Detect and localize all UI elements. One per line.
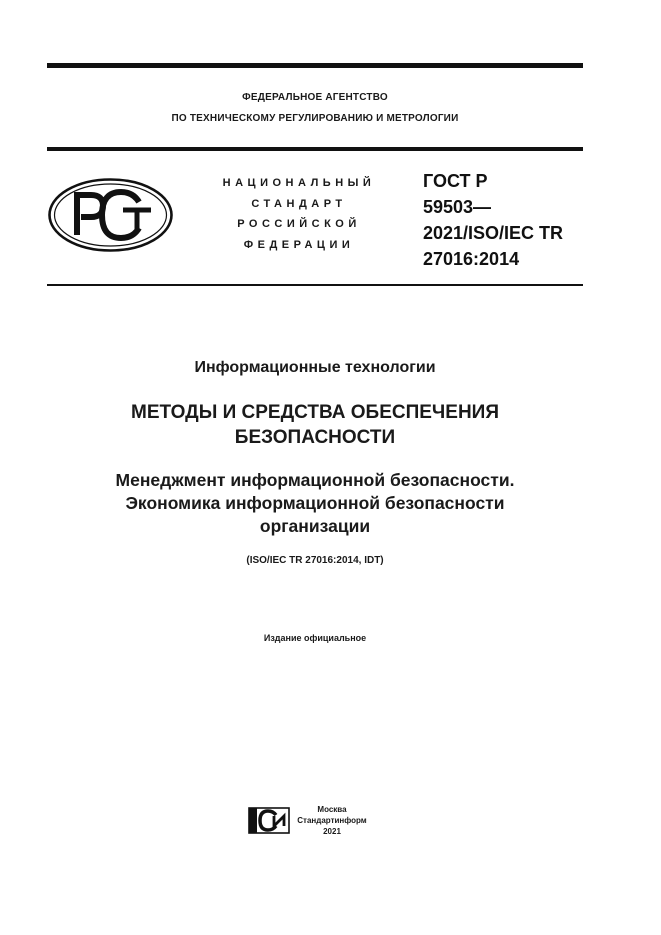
standard-type-block	[190, 173, 408, 255]
standard-designation	[423, 168, 593, 272]
standard-type-line-4: ФЕДЕРАЦИИ	[243, 238, 355, 251]
edition-label: Издание официальное	[263, 633, 367, 643]
standard-type-line-2: СТАНДАРТ	[251, 197, 347, 210]
publisher-name: Стандартинформ	[297, 816, 367, 825]
document-detail-title	[60, 469, 570, 538]
designation-line-4: 27016:2014	[423, 249, 520, 269]
document-subtitle	[60, 400, 570, 450]
agency-line-2: ПО ТЕХНИЧЕСКОМУ РЕГУЛИРОВАНИЮ И МЕТРОЛОГИИ	[171, 113, 459, 124]
subtitle-line-1: МЕТОДЫ И СРЕДСТВА ОБЕСПЕЧЕНИЯ	[131, 402, 499, 423]
detail-line-3: организации	[259, 516, 371, 536]
designation-line-3: 2021/ISO/IEC TR	[423, 223, 564, 243]
publisher-block	[292, 804, 372, 837]
middle-rule	[47, 147, 583, 151]
designation-line-1: ГОСТ Р	[423, 171, 488, 191]
standard-type-line-1: НАЦИОНАЛЬНЫЙ	[222, 177, 376, 189]
standard-type-line-3: РОССИЙСКОЙ	[237, 218, 361, 230]
document-title: Информационные технологии	[194, 359, 436, 376]
subtitle-line-2: БЕЗОПАСНОСТИ	[234, 427, 396, 448]
international-reference: (ISO/IEC TR 27016:2014, IDT)	[246, 555, 384, 566]
designation-line-2: 59503—	[423, 197, 492, 217]
rst-gost-logo-icon	[47, 177, 174, 253]
agency-line-1: ФЕДЕРАЛЬНОЕ АГЕНТСТВО	[242, 92, 388, 103]
publisher-city: Москва	[317, 805, 347, 814]
detail-line-2: Экономика информационной безопасности	[125, 493, 505, 513]
publisher-year: 2021	[323, 827, 341, 836]
standartinform-logo-icon	[248, 807, 290, 834]
top-rule	[47, 63, 583, 68]
lower-rule	[47, 284, 583, 286]
detail-line-1: Менеджмент информационной безопасности.	[115, 470, 515, 490]
